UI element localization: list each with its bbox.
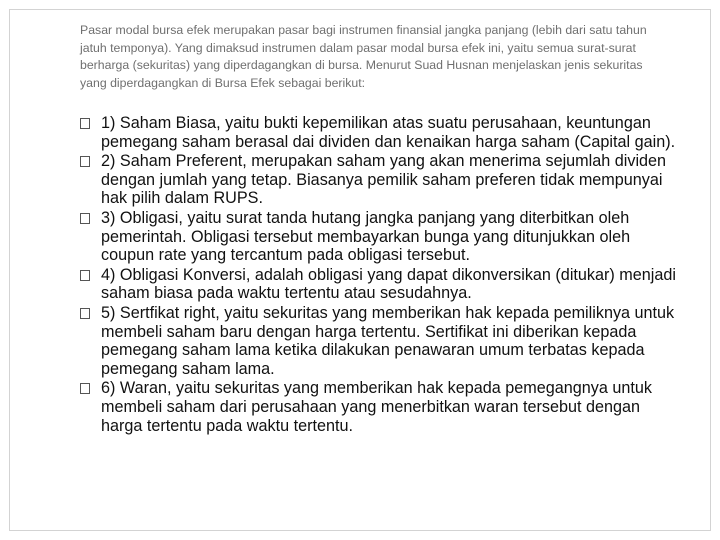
list-item bbox=[80, 152, 680, 208]
list-item-text: 2) Saham Preferent, merupakan saham yang akan menerima sejumlah dividen dengan jumlah yang tetap. Biasanya pemilik saham preferen tidak mempunyai hak pilih dalam RUPS. bbox=[101, 152, 667, 208]
list-item-text: 1) Saham Biasa, yaitu bukti kepemilikan atas suatu perusahaan, keuntungan pemegang saham berasal dai dividen dan kenaikan harga saham (Capital gain). bbox=[101, 114, 676, 151]
securities-list bbox=[80, 114, 680, 436]
square-bullet-icon bbox=[80, 213, 90, 224]
list-item bbox=[80, 114, 680, 151]
square-bullet-icon bbox=[80, 308, 90, 319]
square-bullet-icon bbox=[80, 270, 90, 281]
square-bullet-icon bbox=[80, 118, 90, 129]
square-bullet-icon bbox=[80, 383, 90, 394]
square-bullet-icon bbox=[80, 156, 90, 167]
list-item bbox=[80, 266, 680, 303]
list-item bbox=[80, 379, 680, 435]
list-item-text: 6) Waran, yaitu sekuritas yang memberikan hak kepada pemegangnya untuk membeli saham dari perusahaan yang menerbitkan waran tersebut dengan harga tertentu pada waktu tertentu. bbox=[101, 379, 652, 435]
list-item bbox=[80, 209, 680, 265]
list-item-text: 4) Obligasi Konversi, adalah obligasi yang dapat dikonversikan (ditukar) menjadi saham biasa pada waktu tertentu atau sesudahnya. bbox=[101, 265, 676, 303]
intro-paragraph: Pasar modal bursa efek merupakan pasar bagi instrumen finansial jangka panjang (lebih dari satu tahun jatuh temponya). Yang dimaksud instrumen dalam pasar modal bursa efek ini, yaitu semua surat-surat berharga (sekuritas) yang diperdagangkan di bursa. Menurut Suad Husnan menjelaskan jenis sekuritas yang diperdagangkan di Bursa Efek sebagai berikut: bbox=[80, 23, 647, 90]
list-item-text: 5) Sertfikat right, yaitu sekuritas yang memberikan hak kepada pemiliknya untuk membeli saham baru dengan harga tertentu. Sertifikat ini diberikan kepada pemegang saham lama ketika dilakukan penawaran umum terbatas kepada pemegang saham lama. bbox=[101, 303, 675, 378]
list-item bbox=[80, 304, 680, 378]
list-item-text: 3) Obligasi, yaitu surat tanda hutang jangka panjang yang diterbitkan oleh pemerintah. Obligasi tersebut membayarkan bunga yang ditunjukkan oleh coupun rate yang tercantum pada obligasi tersebut. bbox=[101, 208, 631, 265]
